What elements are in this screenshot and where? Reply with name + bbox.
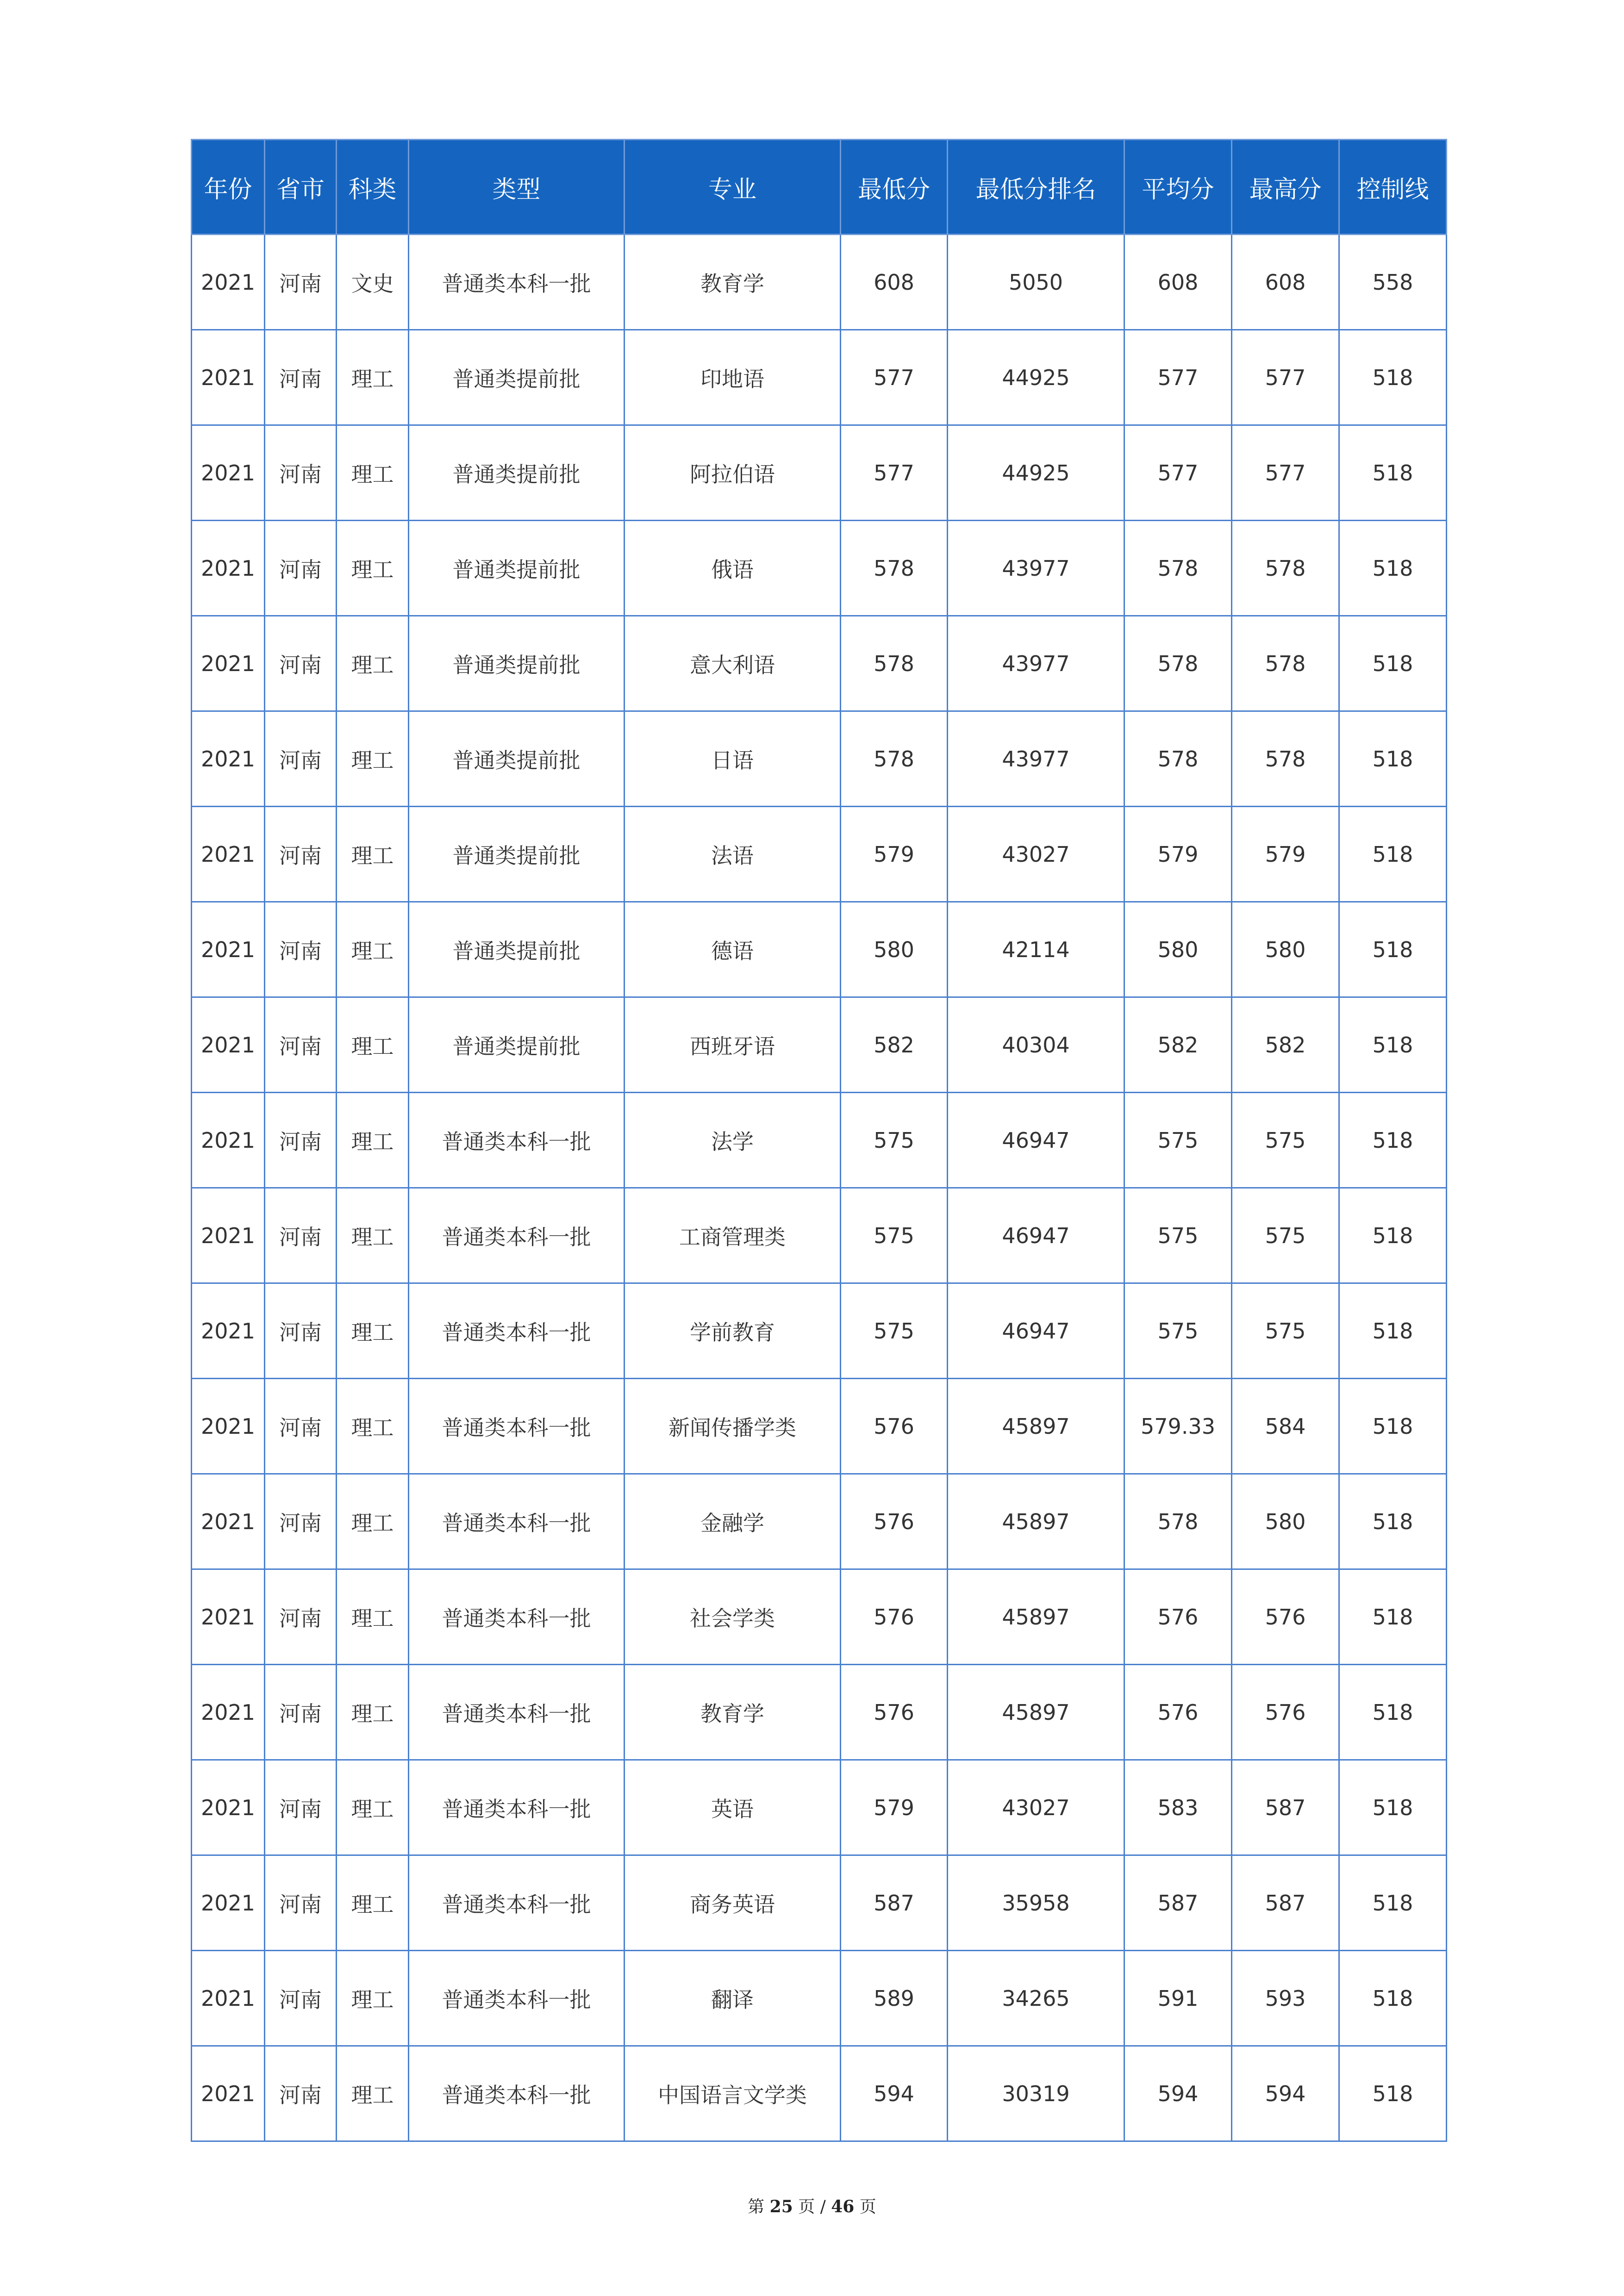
cell-max-score: 577: [1232, 425, 1339, 521]
column-header-average-score: 平均分: [1124, 140, 1232, 235]
table-row: [192, 1283, 1447, 1379]
cell-average-score: 577: [1124, 425, 1232, 521]
cell-min-score-rank: 34265: [948, 1951, 1124, 2046]
cell-max-score: 587: [1232, 1855, 1339, 1951]
column-header-admission-type: 类型: [409, 140, 625, 235]
cell-average-score: 578: [1124, 616, 1232, 711]
cell-min-score: 578: [841, 521, 948, 616]
cell-max-score: 584: [1232, 1379, 1339, 1474]
cell-min-score: 594: [841, 2046, 948, 2141]
cell-max-score: 587: [1232, 1760, 1339, 1855]
cell-control-line: 558: [1339, 235, 1447, 330]
cell-province: 河南: [265, 1188, 337, 1283]
cell-subject-category: 理工: [337, 902, 409, 997]
cell-average-score: 583: [1124, 1760, 1232, 1855]
cell-province: 河南: [265, 1474, 337, 1569]
table-row: [192, 1379, 1447, 1474]
table-row: [192, 330, 1447, 425]
cell-subject-category: 文史: [337, 235, 409, 330]
table-row: [192, 1760, 1447, 1855]
cell-average-score: 578: [1124, 711, 1232, 807]
cell-year: 2021: [192, 1760, 265, 1855]
column-header-max-score: 最高分: [1232, 140, 1339, 235]
footer-prefix: 第: [748, 2197, 765, 2216]
cell-max-score: 575: [1232, 1093, 1339, 1188]
cell-major: 意大利语: [625, 616, 841, 711]
table-row: [192, 997, 1447, 1093]
cell-major: 德语: [625, 902, 841, 997]
cell-major: 阿拉伯语: [625, 425, 841, 521]
cell-admission-type: 普通类提前批: [409, 425, 625, 521]
cell-average-score: 578: [1124, 521, 1232, 616]
cell-year: 2021: [192, 616, 265, 711]
column-header-min-score-rank: 最低分排名: [948, 140, 1124, 235]
cell-min-score-rank: 46947: [948, 1188, 1124, 1283]
cell-province: 河南: [265, 711, 337, 807]
cell-major: 印地语: [625, 330, 841, 425]
cell-major: 西班牙语: [625, 997, 841, 1093]
cell-control-line: 518: [1339, 1188, 1447, 1283]
column-header-year: 年份: [192, 140, 265, 235]
cell-year: 2021: [192, 1379, 265, 1474]
cell-average-score: 587: [1124, 1855, 1232, 1951]
cell-min-score: 579: [841, 1760, 948, 1855]
cell-max-score: 578: [1232, 616, 1339, 711]
cell-min-score: 576: [841, 1665, 948, 1760]
cell-control-line: 518: [1339, 521, 1447, 616]
cell-admission-type: 普通类本科一批: [409, 1283, 625, 1379]
cell-control-line: 518: [1339, 1379, 1447, 1474]
cell-max-score: 576: [1232, 1665, 1339, 1760]
cell-min-score: 577: [841, 425, 948, 521]
cell-min-score-rank: 45897: [948, 1379, 1124, 1474]
cell-control-line: 518: [1339, 1760, 1447, 1855]
cell-min-score: 608: [841, 235, 948, 330]
cell-average-score: 578: [1124, 1474, 1232, 1569]
cell-year: 2021: [192, 1569, 265, 1665]
cell-province: 河南: [265, 1379, 337, 1474]
cell-admission-type: 普通类本科一批: [409, 1474, 625, 1569]
column-header-subject-category: 科类: [337, 140, 409, 235]
table-row: [192, 807, 1447, 902]
cell-min-score: 582: [841, 997, 948, 1093]
cell-average-score: 580: [1124, 902, 1232, 997]
cell-major: 日语: [625, 711, 841, 807]
cell-average-score: 575: [1124, 1188, 1232, 1283]
column-header-major: 专业: [625, 140, 841, 235]
cell-min-score-rank: 45897: [948, 1665, 1124, 1760]
cell-province: 河南: [265, 997, 337, 1093]
table-row: [192, 425, 1447, 521]
cell-max-score: 575: [1232, 1283, 1339, 1379]
cell-min-score-rank: 43977: [948, 711, 1124, 807]
cell-min-score-rank: 44925: [948, 425, 1124, 521]
cell-min-score: 575: [841, 1283, 948, 1379]
cell-major: 英语: [625, 1760, 841, 1855]
cell-control-line: 518: [1339, 1951, 1447, 2046]
cell-admission-type: 普通类提前批: [409, 711, 625, 807]
table-row: [192, 1093, 1447, 1188]
cell-subject-category: 理工: [337, 1474, 409, 1569]
cell-control-line: 518: [1339, 330, 1447, 425]
cell-major: 中国语言文学类: [625, 2046, 841, 2141]
cell-admission-type: 普通类本科一批: [409, 2046, 625, 2141]
cell-min-score-rank: 44925: [948, 330, 1124, 425]
cell-subject-category: 理工: [337, 1188, 409, 1283]
cell-admission-type: 普通类本科一批: [409, 1569, 625, 1665]
cell-admission-type: 普通类提前批: [409, 616, 625, 711]
table-row: [192, 1188, 1447, 1283]
cell-min-score: 579: [841, 807, 948, 902]
cell-subject-category: 理工: [337, 1951, 409, 2046]
cell-min-score: 587: [841, 1855, 948, 1951]
cell-admission-type: 普通类提前批: [409, 997, 625, 1093]
cell-min-score-rank: 43027: [948, 807, 1124, 902]
cell-subject-category: 理工: [337, 425, 409, 521]
cell-major: 教育学: [625, 1665, 841, 1760]
cell-max-score: 579: [1232, 807, 1339, 902]
cell-year: 2021: [192, 425, 265, 521]
cell-max-score: 608: [1232, 235, 1339, 330]
cell-major: 社会学类: [625, 1569, 841, 1665]
cell-province: 河南: [265, 1665, 337, 1760]
cell-year: 2021: [192, 1188, 265, 1283]
footer-middle: 页 /: [798, 2197, 826, 2216]
cell-control-line: 518: [1339, 1665, 1447, 1760]
cell-year: 2021: [192, 711, 265, 807]
cell-subject-category: 理工: [337, 330, 409, 425]
cell-year: 2021: [192, 1665, 265, 1760]
cell-year: 2021: [192, 1474, 265, 1569]
cell-subject-category: 理工: [337, 1665, 409, 1760]
cell-major: 商务英语: [625, 1855, 841, 1951]
cell-province: 河南: [265, 2046, 337, 2141]
table-row: [192, 1951, 1447, 2046]
cell-min-score-rank: 45897: [948, 1569, 1124, 1665]
cell-year: 2021: [192, 1855, 265, 1951]
admission-score-table: [191, 139, 1447, 2142]
cell-min-score: 576: [841, 1474, 948, 1569]
cell-major: 俄语: [625, 521, 841, 616]
cell-year: 2021: [192, 1093, 265, 1188]
cell-province: 河南: [265, 1093, 337, 1188]
cell-subject-category: 理工: [337, 711, 409, 807]
cell-major: 教育学: [625, 235, 841, 330]
table-row: [192, 1855, 1447, 1951]
cell-max-score: 575: [1232, 1188, 1339, 1283]
cell-admission-type: 普通类本科一批: [409, 1379, 625, 1474]
cell-min-score: 576: [841, 1569, 948, 1665]
cell-min-score-rank: 46947: [948, 1093, 1124, 1188]
cell-average-score: 582: [1124, 997, 1232, 1093]
cell-year: 2021: [192, 235, 265, 330]
cell-average-score: 608: [1124, 235, 1232, 330]
cell-average-score: 594: [1124, 2046, 1232, 2141]
cell-year: 2021: [192, 2046, 265, 2141]
cell-admission-type: 普通类本科一批: [409, 1951, 625, 2046]
cell-year: 2021: [192, 902, 265, 997]
page-footer: [0, 2194, 1624, 2217]
cell-min-score-rank: 35958: [948, 1855, 1124, 1951]
cell-min-score-rank: 40304: [948, 997, 1124, 1093]
cell-year: 2021: [192, 521, 265, 616]
cell-major: 学前教育: [625, 1283, 841, 1379]
column-header-province: 省市: [265, 140, 337, 235]
cell-min-score: 576: [841, 1379, 948, 1474]
cell-min-score-rank: 43027: [948, 1760, 1124, 1855]
cell-average-score: 576: [1124, 1569, 1232, 1665]
cell-admission-type: 普通类提前批: [409, 521, 625, 616]
table-row: [192, 902, 1447, 997]
cell-admission-type: 普通类本科一批: [409, 1188, 625, 1283]
table-row: [192, 711, 1447, 807]
table-row: [192, 1569, 1447, 1665]
cell-province: 河南: [265, 1760, 337, 1855]
cell-year: 2021: [192, 330, 265, 425]
cell-admission-type: 普通类本科一批: [409, 235, 625, 330]
table-body: [192, 235, 1447, 2141]
column-header-control-line: 控制线: [1339, 140, 1447, 235]
cell-control-line: 518: [1339, 807, 1447, 902]
cell-major: 工商管理类: [625, 1188, 841, 1283]
cell-control-line: 518: [1339, 711, 1447, 807]
cell-year: 2021: [192, 1283, 265, 1379]
cell-major: 新闻传播学类: [625, 1379, 841, 1474]
cell-province: 河南: [265, 807, 337, 902]
cell-control-line: 518: [1339, 1283, 1447, 1379]
cell-province: 河南: [265, 235, 337, 330]
cell-subject-category: 理工: [337, 1760, 409, 1855]
cell-min-score-rank: 5050: [948, 235, 1124, 330]
table-row: [192, 1474, 1447, 1569]
cell-average-score: 579: [1124, 807, 1232, 902]
cell-average-score: 575: [1124, 1093, 1232, 1188]
cell-subject-category: 理工: [337, 1569, 409, 1665]
cell-min-score: 577: [841, 330, 948, 425]
cell-province: 河南: [265, 1283, 337, 1379]
cell-major: 法学: [625, 1093, 841, 1188]
cell-subject-category: 理工: [337, 1379, 409, 1474]
current-page-number: 25: [769, 2197, 793, 2216]
cell-subject-category: 理工: [337, 997, 409, 1093]
cell-province: 河南: [265, 1951, 337, 2046]
cell-admission-type: 普通类提前批: [409, 330, 625, 425]
cell-min-score-rank: 46947: [948, 1283, 1124, 1379]
cell-min-score: 575: [841, 1093, 948, 1188]
footer-suffix: 页: [859, 2197, 876, 2216]
cell-min-score: 575: [841, 1188, 948, 1283]
cell-province: 河南: [265, 1855, 337, 1951]
cell-admission-type: 普通类本科一批: [409, 1760, 625, 1855]
cell-average-score: 577: [1124, 330, 1232, 425]
cell-max-score: 593: [1232, 1951, 1339, 2046]
cell-subject-category: 理工: [337, 521, 409, 616]
cell-province: 河南: [265, 1569, 337, 1665]
cell-control-line: 518: [1339, 1093, 1447, 1188]
cell-admission-type: 普通类本科一批: [409, 1093, 625, 1188]
cell-max-score: 577: [1232, 330, 1339, 425]
cell-average-score: 591: [1124, 1951, 1232, 2046]
cell-subject-category: 理工: [337, 2046, 409, 2141]
cell-average-score: 579.33: [1124, 1379, 1232, 1474]
cell-control-line: 518: [1339, 1855, 1447, 1951]
cell-control-line: 518: [1339, 997, 1447, 1093]
cell-province: 河南: [265, 330, 337, 425]
cell-admission-type: 普通类提前批: [409, 902, 625, 997]
cell-max-score: 582: [1232, 997, 1339, 1093]
cell-max-score: 594: [1232, 2046, 1339, 2141]
cell-max-score: 578: [1232, 711, 1339, 807]
table-row: [192, 616, 1447, 711]
cell-admission-type: 普通类本科一批: [409, 1855, 625, 1951]
cell-max-score: 580: [1232, 1474, 1339, 1569]
cell-control-line: 518: [1339, 902, 1447, 997]
cell-min-score-rank: 45897: [948, 1474, 1124, 1569]
cell-min-score-rank: 42114: [948, 902, 1124, 997]
cell-year: 2021: [192, 997, 265, 1093]
cell-admission-type: 普通类提前批: [409, 807, 625, 902]
cell-province: 河南: [265, 521, 337, 616]
column-header-min-score: 最低分: [841, 140, 948, 235]
cell-average-score: 576: [1124, 1665, 1232, 1760]
cell-year: 2021: [192, 1951, 265, 2046]
cell-subject-category: 理工: [337, 1855, 409, 1951]
cell-major: 金融学: [625, 1474, 841, 1569]
cell-year: 2021: [192, 807, 265, 902]
cell-province: 河南: [265, 425, 337, 521]
cell-min-score: 589: [841, 1951, 948, 2046]
cell-control-line: 518: [1339, 1474, 1447, 1569]
cell-major: 法语: [625, 807, 841, 902]
cell-max-score: 578: [1232, 521, 1339, 616]
cell-max-score: 580: [1232, 902, 1339, 997]
cell-control-line: 518: [1339, 2046, 1447, 2141]
total-pages-number: 46: [831, 2197, 855, 2216]
table-header-row: [192, 140, 1447, 235]
cell-subject-category: 理工: [337, 807, 409, 902]
table-row: [192, 235, 1447, 330]
cell-admission-type: 普通类本科一批: [409, 1665, 625, 1760]
table-row: [192, 521, 1447, 616]
cell-subject-category: 理工: [337, 1093, 409, 1188]
cell-control-line: 518: [1339, 616, 1447, 711]
cell-province: 河南: [265, 616, 337, 711]
table-row: [192, 1665, 1447, 1760]
cell-average-score: 575: [1124, 1283, 1232, 1379]
cell-subject-category: 理工: [337, 616, 409, 711]
cell-control-line: 518: [1339, 1569, 1447, 1665]
cell-min-score-rank: 30319: [948, 2046, 1124, 2141]
cell-max-score: 576: [1232, 1569, 1339, 1665]
cell-control-line: 518: [1339, 425, 1447, 521]
cell-major: 翻译: [625, 1951, 841, 2046]
cell-min-score: 578: [841, 616, 948, 711]
cell-min-score-rank: 43977: [948, 521, 1124, 616]
cell-min-score: 578: [841, 711, 948, 807]
cell-subject-category: 理工: [337, 1283, 409, 1379]
cell-min-score: 580: [841, 902, 948, 997]
table-row: [192, 2046, 1447, 2141]
cell-province: 河南: [265, 902, 337, 997]
cell-min-score-rank: 43977: [948, 616, 1124, 711]
